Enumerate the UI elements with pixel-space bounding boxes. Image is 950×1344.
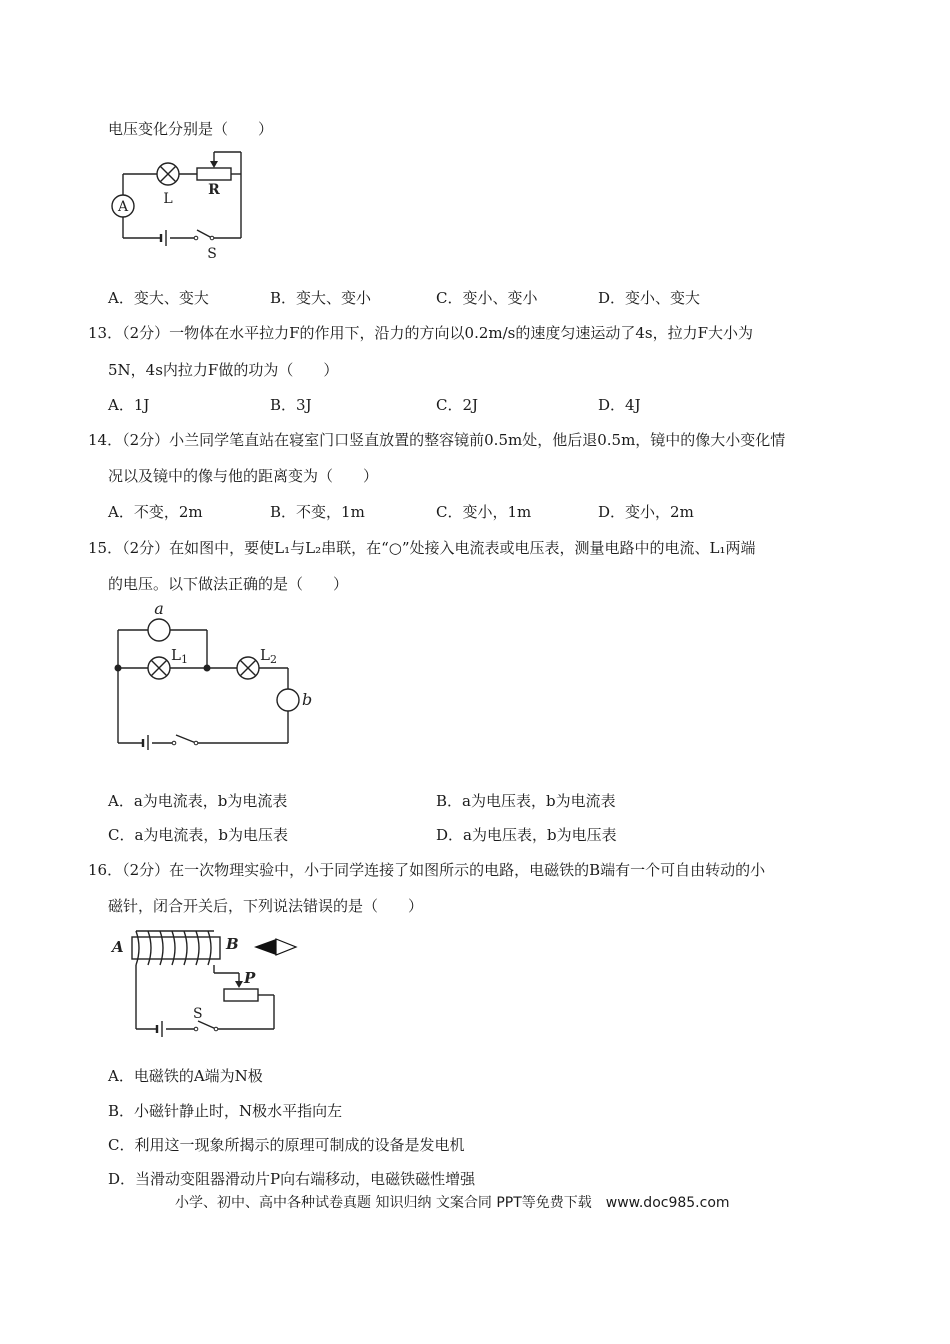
q16-stem-line1: 16．（2分）在一次物理实验中，小于同学连接了如图所示的电路，电磁铁的B端有一个可自由转动的小 [88, 861, 766, 879]
q14-stem-line2: 况以及镜中的像与他的距离变为（ ） [108, 467, 379, 485]
compass-needle-light-icon [276, 939, 296, 955]
q13-option-c[interactable]: C．2J [436, 396, 479, 414]
q15-stem-line1: 15．（2分）在如图中，要使L₁与L₂串联，在“○”处接入电流表或电压表，测量电路中的电流、L₁两端 [88, 539, 756, 557]
q16-option-c[interactable]: C．利用这一现象所揭示的原理可制成的设备是发电机 [108, 1136, 465, 1154]
switch-label: S [207, 246, 217, 262]
q13-option-d[interactable]: D．4J [598, 396, 641, 414]
q16-option-d[interactable]: D．当滑动变阻器滑动片P向右端移动，电磁铁磁性增强 [108, 1170, 476, 1188]
q16-stem-line2: 磁针，闭合开关后，下列说法错误的是（ ） [108, 897, 424, 915]
q15-stem-line2: 的电压。以下做法正确的是（ ） [108, 575, 349, 593]
meter-b-label: b [302, 690, 313, 709]
q12-option-d[interactable]: D．变小、变大 [598, 289, 701, 307]
q15-option-c[interactable]: C．a为电流表，b为电压表 [108, 826, 289, 844]
switch-s-label: S [193, 1006, 203, 1022]
lamp-label: L [163, 191, 173, 207]
q14-stem-line1: 14．（2分）小兰同学笔直站在寝室门口竖直放置的整容镜前0.5m处，他后退0.5m，镜中的像大小变化情 [88, 431, 786, 449]
meter-a-label: a [154, 600, 164, 618]
q13-option-a[interactable]: A．1J [108, 396, 150, 414]
electromagnet-end-a-label: A [112, 938, 124, 956]
q15-option-d[interactable]: D．a为电压表，b为电压表 [436, 826, 617, 844]
q12-stem-tail: 电压变化分别是（ ） [108, 120, 274, 138]
q16-option-b[interactable]: B．小磁针静止时，N极水平指向左 [108, 1102, 343, 1120]
q12-circuit-figure [100, 148, 260, 264]
q15-option-b[interactable]: B．a为电压表，b为电流表 [436, 792, 616, 810]
lamp-l1-label: $L_1$ [171, 646, 188, 666]
q13-stem-line2: 5N，4s内拉力F做的功为（ ） [108, 361, 339, 379]
q14-option-d[interactable]: D．变小，2m [598, 503, 694, 521]
q14-option-a[interactable]: A．不变，2m [108, 503, 203, 521]
q12-option-a[interactable]: A．变大、变大 [108, 289, 209, 307]
electromagnet-end-b-label: B [226, 935, 239, 953]
q12-option-b[interactable]: B．变大、变小 [270, 289, 372, 307]
ammeter-label: A [117, 199, 129, 215]
q16-option-a[interactable]: A．电磁铁的A端为N极 [108, 1067, 263, 1085]
lamp-l2-label: $L_2$ [260, 646, 277, 666]
q15-option-a[interactable]: A．a为电流表，b为电流表 [108, 792, 288, 810]
slider-p-label: P [244, 969, 256, 987]
compass-needle-dark-icon [254, 939, 276, 955]
page-footer: 小学、初中、高中各种试卷真题 知识归纳 文案合同 PPT等免费下载 www.doc985.com [175, 1195, 730, 1211]
q12-option-c[interactable]: C．变小、变小 [436, 289, 538, 307]
q13-stem-line1: 13．（2分）一物体在水平拉力F的作用下，沿力的方向以0.2m/s的速度匀速运动了4s，拉力F大小为 [88, 324, 754, 342]
rheostat-label: R [208, 182, 220, 198]
q14-option-b[interactable]: B．不变，1m [270, 503, 365, 521]
q13-option-b[interactable]: B．3J [270, 396, 312, 414]
q16-circuit-figure [106, 925, 306, 1040]
q15-circuit-figure [104, 600, 324, 750]
q14-option-c[interactable]: C．变小，1m [436, 503, 532, 521]
